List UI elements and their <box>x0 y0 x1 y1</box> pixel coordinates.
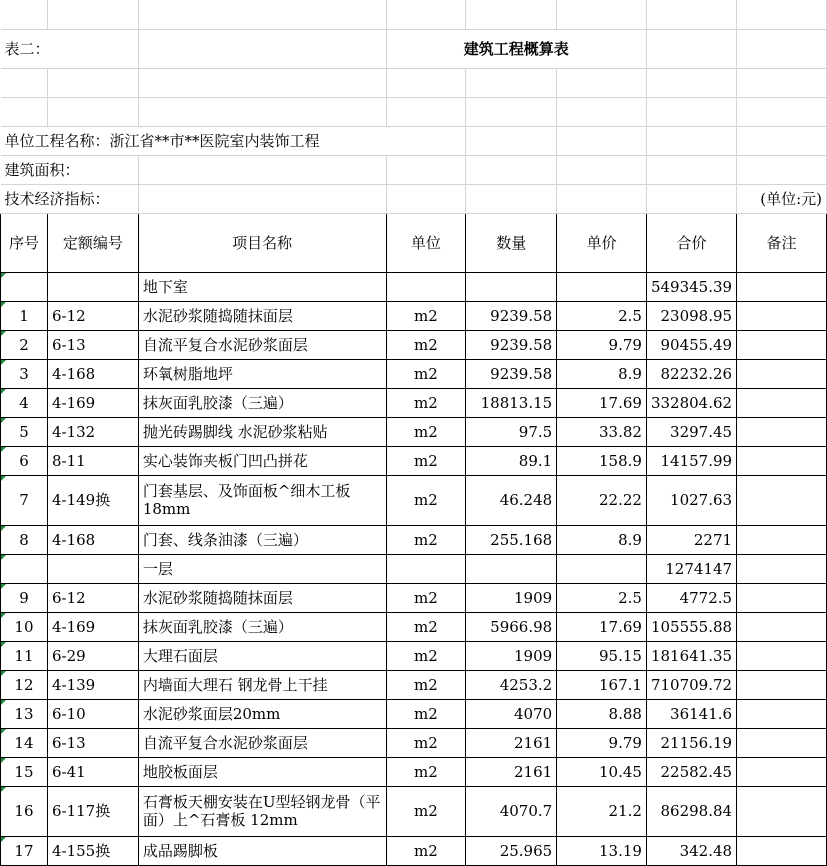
empty-cell[interactable] <box>557 126 647 155</box>
section-row <box>1 554 827 583</box>
cell-total[interactable]: 14157.99 <box>646 446 736 475</box>
table-row <box>1 670 827 699</box>
cell-unit[interactable]: m2 <box>386 699 466 728</box>
cell-name[interactable]: 环氧树脂地坪 <box>138 359 386 388</box>
empty-cell[interactable] <box>466 184 557 213</box>
cell-seq[interactable]: 11 <box>1 641 48 670</box>
cell-seq[interactable]: 9 <box>1 583 48 612</box>
cell-total[interactable]: 332804.62 <box>646 388 736 417</box>
cell-unit[interactable]: m2 <box>386 728 466 757</box>
table-row <box>1 786 827 836</box>
cell-unit[interactable]: m2 <box>386 301 466 330</box>
header-unit: 单位 <box>386 213 466 272</box>
cell-qty[interactable]: 2161 <box>466 728 557 757</box>
cell-remark[interactable] <box>737 757 827 786</box>
empty-cell[interactable] <box>646 29 736 68</box>
cell-code[interactable]: 6-12 <box>47 301 138 330</box>
empty-cell[interactable] <box>646 184 736 213</box>
table-row <box>1 612 827 641</box>
cell-qty[interactable]: 46.248 <box>466 475 557 525</box>
cell-name[interactable]: 自流平复合水泥砂浆面层 <box>138 728 386 757</box>
cell-price[interactable]: 9.79 <box>557 330 647 359</box>
cell-name[interactable]: 门套、线条油漆（三遍） <box>138 525 386 554</box>
cell-unit[interactable]: m2 <box>386 641 466 670</box>
empty-cell[interactable] <box>737 29 827 68</box>
cell-name[interactable]: 抛光砖踢脚线 水泥砂浆粘贴 <box>138 417 386 446</box>
cell-unit[interactable]: m2 <box>386 525 466 554</box>
cell-remark[interactable] <box>737 525 827 554</box>
cell-price[interactable]: 33.82 <box>557 417 647 446</box>
cell-qty[interactable] <box>466 272 557 301</box>
cell-code[interactable]: 6-41 <box>47 757 138 786</box>
table-row <box>1 475 827 525</box>
cell-code[interactable]: 4-132 <box>47 417 138 446</box>
header-name: 项目名称 <box>138 213 386 272</box>
cell-remark[interactable] <box>737 612 827 641</box>
cell-price[interactable]: 13.19 <box>557 836 647 865</box>
cell-remark[interactable] <box>737 583 827 612</box>
cell-unit[interactable]: m2 <box>386 583 466 612</box>
cell-name[interactable]: 抹灰面乳胶漆（三遍） <box>138 388 386 417</box>
cell-qty[interactable]: 255.168 <box>466 525 557 554</box>
cell-remark[interactable] <box>737 786 827 836</box>
cell-code[interactable]: 4-169 <box>47 388 138 417</box>
cell-seq[interactable]: 4 <box>1 388 48 417</box>
cell-qty[interactable]: 4070 <box>466 699 557 728</box>
cell-seq[interactable] <box>1 554 48 583</box>
cell-unit[interactable]: m2 <box>386 670 466 699</box>
cell-code[interactable]: 4-155换 <box>47 836 138 865</box>
page-title: 建筑工程概算表 <box>386 29 646 68</box>
empty-cell[interactable] <box>557 155 647 184</box>
table-row <box>1 728 827 757</box>
cell-seq[interactable]: 13 <box>1 699 48 728</box>
cell-total[interactable]: 3297.45 <box>646 417 736 446</box>
cell-code[interactable]: 4-168 <box>47 359 138 388</box>
cell-code[interactable]: 6-117换 <box>47 786 138 836</box>
cell-unit[interactable]: m2 <box>386 330 466 359</box>
project-name: 单位工程名称：浙江省**市**医院室内装饰工程 <box>1 126 466 155</box>
cell-remark[interactable] <box>737 475 827 525</box>
cell-price[interactable]: 8.9 <box>557 359 647 388</box>
header-remark: 备注 <box>737 213 827 272</box>
cell-unit[interactable]: m2 <box>386 757 466 786</box>
cell-seq[interactable] <box>1 272 48 301</box>
empty-cell[interactable] <box>1 68 48 97</box>
empty-cell[interactable] <box>646 126 736 155</box>
cell-code[interactable]: 6-29 <box>47 641 138 670</box>
table-row <box>1 525 827 554</box>
cell-name[interactable]: 地胶板面层 <box>138 757 386 786</box>
table-row <box>1 583 827 612</box>
empty-cell[interactable] <box>1 97 48 126</box>
tech-indicator: 技术经济指标： <box>1 184 139 213</box>
cell-remark[interactable] <box>737 699 827 728</box>
empty-cell[interactable] <box>386 97 466 126</box>
empty-cell[interactable] <box>737 0 827 29</box>
cell-total[interactable]: 90455.49 <box>646 330 736 359</box>
cell-price[interactable]: 158.9 <box>557 446 647 475</box>
cell-name[interactable]: 实心装饰夹板门凹凸拼花 <box>138 446 386 475</box>
cell-name[interactable]: 水泥砂浆随捣随抹面层 <box>138 301 386 330</box>
empty-cell[interactable] <box>138 0 386 29</box>
empty-cell[interactable] <box>557 184 647 213</box>
cell-seq[interactable]: 17 <box>1 836 48 865</box>
cell-name[interactable]: 成品踢脚板 <box>138 836 386 865</box>
cell-total[interactable]: 21156.19 <box>646 728 736 757</box>
cell-unit[interactable]: m2 <box>386 446 466 475</box>
cell-total[interactable]: 342.48 <box>646 836 736 865</box>
cell-name[interactable]: 石膏板天棚安装在U型轻钢龙骨（平面）上^石膏板 12mm <box>138 786 386 836</box>
cell-qty[interactable]: 97.5 <box>466 417 557 446</box>
cell-total[interactable]: 1274147 <box>646 554 736 583</box>
cell-price[interactable]: 22.22 <box>557 475 647 525</box>
empty-cell[interactable] <box>557 68 647 97</box>
cell-seq[interactable]: 3 <box>1 359 48 388</box>
empty-cell[interactable] <box>47 68 138 97</box>
cell-seq[interactable]: 2 <box>1 330 48 359</box>
cell-qty[interactable]: 18813.15 <box>466 388 557 417</box>
cell-code[interactable] <box>47 272 138 301</box>
cell-remark[interactable] <box>737 330 827 359</box>
section-row <box>1 272 827 301</box>
empty-cell[interactable] <box>646 68 736 97</box>
empty-cell[interactable] <box>138 184 386 213</box>
header-total: 合价 <box>646 213 736 272</box>
cell-name[interactable]: 水泥砂浆随捣随抹面层 <box>138 583 386 612</box>
cell-qty[interactable]: 89.1 <box>466 446 557 475</box>
header-qty: 数量 <box>466 213 557 272</box>
cell-code[interactable]: 4-139 <box>47 670 138 699</box>
empty-cell[interactable] <box>47 0 138 29</box>
cell-seq[interactable]: 12 <box>1 670 48 699</box>
cell-code[interactable]: 8-11 <box>47 446 138 475</box>
table-label: 表二： <box>1 29 139 68</box>
empty-cell[interactable] <box>386 155 466 184</box>
cell-seq[interactable]: 8 <box>1 525 48 554</box>
empty-cell[interactable] <box>737 97 827 126</box>
cell-qty[interactable]: 5966.98 <box>466 612 557 641</box>
cell-seq[interactable]: 6 <box>1 446 48 475</box>
cell-price[interactable]: 8.88 <box>557 699 647 728</box>
cell-total[interactable]: 86298.84 <box>646 786 736 836</box>
table-row <box>1 301 827 330</box>
empty-cell[interactable] <box>466 68 557 97</box>
empty-cell[interactable] <box>646 0 736 29</box>
cell-seq[interactable]: 10 <box>1 612 48 641</box>
cell-qty[interactable]: 2161 <box>466 757 557 786</box>
empty-cell[interactable] <box>47 97 138 126</box>
cell-name[interactable]: 自流平复合水泥砂浆面层 <box>138 330 386 359</box>
cell-unit[interactable]: m2 <box>386 417 466 446</box>
cell-total[interactable]: 549345.39 <box>646 272 736 301</box>
empty-cell[interactable] <box>1 0 48 29</box>
empty-cell[interactable] <box>138 29 386 68</box>
table-row <box>1 699 827 728</box>
empty-cell[interactable] <box>466 126 557 155</box>
cell-price[interactable] <box>557 554 647 583</box>
cell-remark[interactable] <box>737 641 827 670</box>
cell-unit[interactable]: m2 <box>386 359 466 388</box>
cell-seq[interactable]: 5 <box>1 417 48 446</box>
cell-price[interactable]: 2.5 <box>557 583 647 612</box>
empty-cell[interactable] <box>138 155 386 184</box>
cell-unit[interactable]: m2 <box>386 388 466 417</box>
cell-price[interactable]: 17.69 <box>557 388 647 417</box>
empty-cell[interactable] <box>646 155 736 184</box>
cell-unit[interactable]: m2 <box>386 612 466 641</box>
cell-remark[interactable] <box>737 836 827 865</box>
cell-seq[interactable]: 14 <box>1 728 48 757</box>
cell-seq[interactable]: 1 <box>1 301 48 330</box>
cell-qty[interactable]: 1909 <box>466 641 557 670</box>
cell-price[interactable]: 17.69 <box>557 612 647 641</box>
table-row <box>1 641 827 670</box>
cell-total[interactable]: 2271 <box>646 525 736 554</box>
cell-seq[interactable]: 15 <box>1 757 48 786</box>
cell-code[interactable]: 6-10 <box>47 699 138 728</box>
table-row <box>1 757 827 786</box>
cell-qty[interactable]: 1909 <box>466 583 557 612</box>
table-row <box>1 417 827 446</box>
cell-remark[interactable] <box>737 388 827 417</box>
cell-total[interactable]: 36141.6 <box>646 699 736 728</box>
cell-code[interactable]: 4-168 <box>47 525 138 554</box>
cell-price[interactable]: 2.5 <box>557 301 647 330</box>
empty-cell[interactable] <box>466 155 557 184</box>
cell-price[interactable]: 9.79 <box>557 728 647 757</box>
empty-cell[interactable] <box>138 68 386 97</box>
cell-total[interactable]: 105555.88 <box>646 612 736 641</box>
cell-total[interactable]: 82232.26 <box>646 359 736 388</box>
cell-unit[interactable]: m2 <box>386 786 466 836</box>
cell-qty[interactable]: 9239.58 <box>466 359 557 388</box>
cell-name[interactable]: 水泥砂浆面层20mm <box>138 699 386 728</box>
empty-cell[interactable] <box>386 184 466 213</box>
empty-cell[interactable] <box>466 97 557 126</box>
cell-remark[interactable] <box>737 554 827 583</box>
empty-cell[interactable] <box>737 126 827 155</box>
cell-remark[interactable] <box>737 670 827 699</box>
cell-code[interactable]: 6-13 <box>47 330 138 359</box>
cell-price[interactable]: 95.15 <box>557 641 647 670</box>
cell-qty[interactable]: 9239.58 <box>466 301 557 330</box>
cell-price[interactable]: 8.9 <box>557 525 647 554</box>
empty-cell[interactable] <box>557 0 647 29</box>
cell-code[interactable]: 4-169 <box>47 612 138 641</box>
cell-code[interactable]: 6-13 <box>47 728 138 757</box>
empty-cell[interactable] <box>386 68 466 97</box>
cell-name[interactable]: 地下室 <box>138 272 386 301</box>
cell-seq[interactable]: 16 <box>1 786 48 836</box>
cell-unit[interactable] <box>386 272 466 301</box>
cell-remark[interactable] <box>737 301 827 330</box>
cell-total[interactable]: 710709.72 <box>646 670 736 699</box>
cell-qty[interactable]: 4253.2 <box>466 670 557 699</box>
cell-price[interactable]: 10.45 <box>557 757 647 786</box>
table-row <box>1 836 827 865</box>
cell-name[interactable]: 抹灰面乳胶漆（三遍） <box>138 612 386 641</box>
cell-price[interactable] <box>557 272 647 301</box>
empty-cell[interactable] <box>646 97 736 126</box>
cell-total[interactable]: 22582.45 <box>646 757 736 786</box>
cell-price[interactable]: 21.2 <box>557 786 647 836</box>
table-row <box>1 388 827 417</box>
cell-remark[interactable] <box>737 359 827 388</box>
cell-code[interactable]: 6-12 <box>47 583 138 612</box>
cell-remark[interactable] <box>737 728 827 757</box>
cell-qty[interactable]: 25.965 <box>466 836 557 865</box>
header-row <box>1 213 827 272</box>
cell-name[interactable]: 大理石面层 <box>138 641 386 670</box>
cell-remark[interactable] <box>737 417 827 446</box>
cell-code[interactable] <box>47 554 138 583</box>
cell-name[interactable]: 内墙面大理石 钢龙骨上干挂 <box>138 670 386 699</box>
empty-cell[interactable] <box>138 97 386 126</box>
empty-cell[interactable] <box>386 0 466 29</box>
table-row <box>1 330 827 359</box>
cell-price[interactable]: 167.1 <box>557 670 647 699</box>
cell-unit[interactable]: m2 <box>386 836 466 865</box>
cell-total[interactable]: 4772.5 <box>646 583 736 612</box>
cell-name[interactable]: 一层 <box>138 554 386 583</box>
empty-cell[interactable] <box>737 155 827 184</box>
cell-name[interactable]: 门套基层、及饰面板^细木工板18mm <box>138 475 386 525</box>
table-row <box>1 359 827 388</box>
cell-qty[interactable] <box>466 554 557 583</box>
cell-remark[interactable] <box>737 272 827 301</box>
cell-code[interactable]: 4-149换 <box>47 475 138 525</box>
cell-unit[interactable] <box>386 554 466 583</box>
header-price: 单价 <box>557 213 647 272</box>
cell-seq[interactable]: 7 <box>1 475 48 525</box>
unit-note: (单位:元) <box>737 184 827 213</box>
cell-remark[interactable] <box>737 446 827 475</box>
empty-cell[interactable] <box>737 68 827 97</box>
table-row <box>1 446 827 475</box>
header-seq: 序号 <box>1 213 48 272</box>
cell-qty[interactable]: 4070.7 <box>466 786 557 836</box>
header-code: 定额编号 <box>47 213 138 272</box>
empty-cell[interactable] <box>466 0 557 29</box>
cell-total[interactable]: 23098.95 <box>646 301 736 330</box>
cell-unit[interactable]: m2 <box>386 475 466 525</box>
cell-total[interactable]: 1027.63 <box>646 475 736 525</box>
building-area: 建筑面积： <box>1 155 139 184</box>
cell-total[interactable]: 181641.35 <box>646 641 736 670</box>
empty-cell[interactable] <box>557 97 647 126</box>
cell-qty[interactable]: 9239.58 <box>466 330 557 359</box>
